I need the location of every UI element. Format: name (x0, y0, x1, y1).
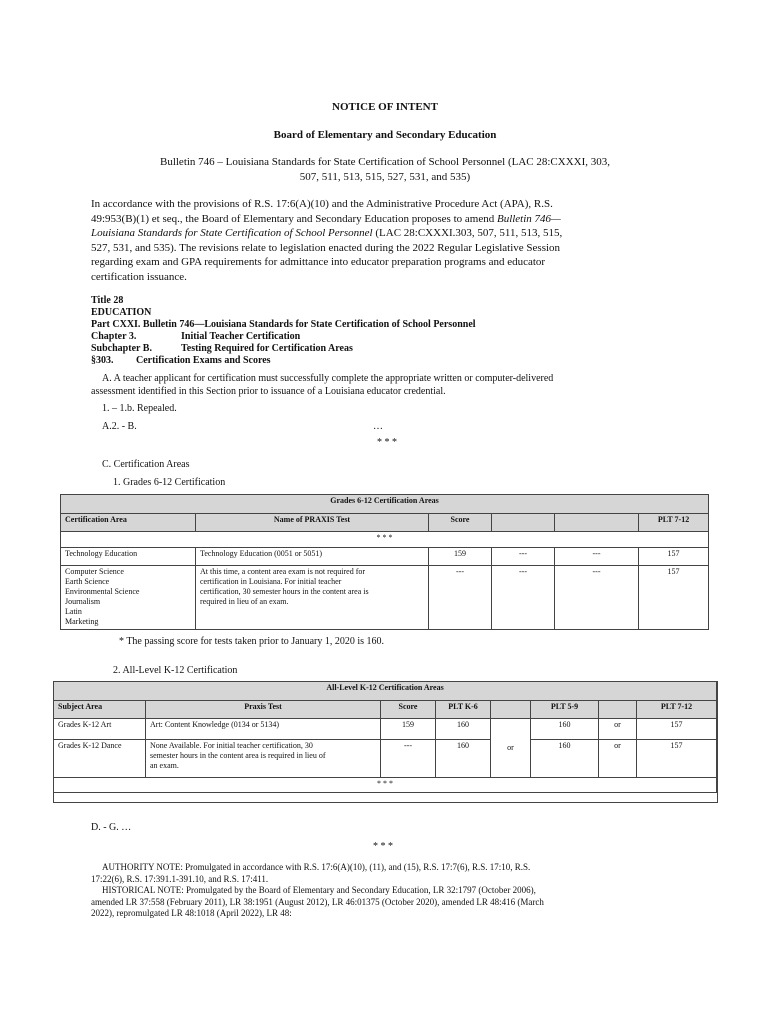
paragraph-a-line: A. A teacher applicant for certification must successfully complete the appropriate written or computer-delivered (102, 373, 554, 384)
chapter-label: Chapter 3. (91, 331, 137, 342)
historical-line: amended LR 37:558 (February 2011), LR 38:1951 (August 2012), LR 46:01375 (October 2020), amended LR 48:416 (March (91, 896, 544, 907)
test-line: At this time, a content area exam is not required for (200, 567, 366, 576)
paragraph-a (91, 373, 691, 398)
col-header-plt-k-6: PLT K-6 (436, 701, 491, 719)
area-line: Earth Science (65, 577, 110, 586)
cell-test (146, 719, 381, 740)
area-line: Marketing (65, 617, 99, 626)
heading-subchapter (91, 343, 691, 355)
heading-title: Title 28 (91, 295, 124, 306)
col-header-subject-area: Subject Area (54, 701, 146, 719)
cell-score: --- (381, 740, 436, 778)
cell-score: 159 (429, 548, 492, 566)
cell-area (61, 548, 196, 566)
bulletin-line-1: Bulletin 746 – Louisiana Standards for State Certification of School Personnel (LAC 28:CXXXI, 303, (159, 156, 611, 168)
chapter-text: Initial Teacher Certification (181, 331, 301, 342)
col-header-certification-area: Certification Area (61, 514, 196, 532)
cell-subject: Grades K-12 Art (54, 719, 146, 740)
cell-dash: --- (555, 548, 639, 566)
cell-score: --- (429, 566, 492, 630)
area-line: Computer Science (65, 567, 124, 576)
historical-line: HISTORICAL NOTE: Promulgated by the Board of Elementary and Secondary Education, LR 32:1797 (October 2006), (102, 885, 536, 895)
col-header-plt-5-9: PLT 5-9 (531, 701, 599, 719)
k12-table (53, 681, 717, 793)
test-line: an exam. (150, 761, 179, 770)
stars-separator: * * * (377, 437, 397, 448)
bulletin-title-italic: Bulletin 746— (496, 212, 561, 225)
historical-line: 2022), repromulgated LR 48:1018 (April 2022), LR 48: (91, 908, 292, 918)
notice-title: NOTICE OF INTENT (332, 101, 438, 113)
bulletin-line-2: 507, 511, 513, 515, 527, 531, and 535) (299, 171, 471, 183)
heading-section (91, 355, 691, 367)
col-header-blank (491, 701, 531, 719)
intro-text: 49:953(B)(1) et seq., the Board of Elementary and Secondary Education proposes to amend (91, 212, 497, 225)
intro-line: 527, 531, and 535). The revisions relate to legislation enacted during the 2022 Regular Legislative Session (91, 241, 561, 254)
repealed-text: 1. – 1.b. Repealed. (102, 403, 177, 414)
cell-dash: --- (555, 566, 639, 630)
board-name: Board of Elementary and Secondary Education (273, 129, 497, 141)
cell-test (146, 740, 381, 778)
cell-score: 159 (381, 719, 436, 740)
section-text: Certification Exams and Scores (136, 355, 271, 366)
intro-line: certification issuance. (91, 270, 187, 283)
intro-line: In accordance with the provisions of R.S. 17:6(A)(10) and the Administrative Procedure Act (APA), R.S. (91, 198, 553, 210)
col-header-blank (599, 701, 637, 719)
col-header-plt-7-12: PLT 7-12 (637, 701, 717, 719)
item-2-heading: 2. All-Level K-12 Certification (113, 665, 238, 676)
area-line: Technology Education (65, 549, 138, 558)
cell-plt-5-9: 160 (531, 740, 599, 778)
cell-or: or (599, 719, 637, 740)
section-label: §303. (91, 355, 114, 366)
authority-line: 17:22(6), R.S. 17:391.1-391.10, and R.S. 17:411. (91, 873, 269, 884)
test-line: None Available. For initial teacher certification, 30 (150, 741, 313, 750)
item-1-heading: 1. Grades 6-12 Certification (113, 477, 226, 488)
col-header-score: Score (429, 514, 492, 532)
cell-test (196, 548, 429, 566)
intro-text: (LAC 28:CXXXI.303, 507, 511, 513, 515, (372, 227, 563, 239)
area-line: Latin (65, 607, 82, 616)
cell-plt-5-9: 160 (531, 719, 599, 740)
col-header-plt-7-12: PLT 7-12 (639, 514, 709, 532)
paragraph-a-line: assessment identified in this Section prior to issuance of a Louisiana educator credential. (91, 385, 446, 397)
intro-line (91, 212, 686, 227)
cell-plt-7-12: 157 (637, 719, 717, 740)
table-row (61, 566, 709, 630)
test-line: Art: Content Knowledge (0134 or 5134) (150, 720, 280, 729)
table-2-title: All-Level K-12 Certification Areas (54, 682, 717, 701)
test-line: certification in Louisiana. For initial teacher (200, 577, 342, 586)
table-row (61, 548, 709, 566)
col-header-blank (555, 514, 639, 532)
heading-chapter (91, 331, 691, 343)
authority-line: AUTHORITY NOTE: Promulgated in accordance with R.S. 17:6(A)(10), (11), and (15), R.S. 17:7(6), R.S. 17:10, R.S. (102, 862, 531, 872)
table-2-stars: * * * (54, 778, 717, 793)
stars-separator: * * * (373, 841, 393, 852)
d-g-label: D. - G. … (91, 822, 132, 833)
ellipsis: … (373, 421, 383, 432)
test-line: certification, 30 semester hours in the content area is (200, 587, 369, 596)
section-c: C. Certification Areas (102, 459, 190, 470)
bulletin-title-italic: Louisiana Standards for State Certification of School Personnel (91, 227, 373, 239)
col-header-score: Score (381, 701, 436, 719)
table-row (54, 719, 717, 740)
cell-dash: --- (492, 566, 555, 630)
heading-education: EDUCATION (91, 307, 152, 318)
area-line: Journalism (65, 597, 101, 606)
cell-subject: Grades K-12 Dance (54, 740, 146, 778)
test-line: semester hours in the content area is required in lieu of (150, 751, 326, 760)
grades-6-12-table (60, 494, 709, 630)
col-header-praxis-test: Praxis Test (146, 701, 381, 719)
col-header-blank (492, 514, 555, 532)
test-line: required in lieu of an exam. (200, 597, 289, 606)
table-row (54, 740, 717, 778)
cell-plt: 157 (639, 566, 709, 630)
intro-line (91, 226, 686, 241)
subchapter-label: Subchapter B. (91, 343, 152, 354)
cell-or: or (491, 719, 531, 778)
table-1-stars: * * * (61, 532, 709, 548)
cell-test (196, 566, 429, 630)
col-header-praxis-test: Name of PRAXIS Test (196, 514, 429, 532)
table-1-title: Grades 6-12 Certification Areas (61, 495, 709, 514)
section-heading (91, 295, 691, 367)
authority-notes (91, 862, 691, 920)
cell-plt-k6: 160 (436, 740, 491, 778)
cell-plt-k6: 160 (436, 719, 491, 740)
test-line: Technology Education (0051 or 5051) (200, 549, 323, 558)
passing-score-note: * The passing score for tests taken prior to January 1, 2020 is 160. (119, 636, 385, 647)
subchapter-text: Testing Required for Certification Areas (181, 343, 353, 354)
cell-plt-7-12: 157 (637, 740, 717, 778)
a2b-label: A.2. - B. (102, 421, 137, 432)
cell-plt: 157 (639, 548, 709, 566)
cell-or: or (599, 740, 637, 778)
intro-paragraph (91, 197, 686, 284)
intro-line: regarding exam and GPA requirements for admittance into educator preparation programs and educator (91, 256, 546, 268)
heading-part: Part CXXI. Bulletin 746—Louisiana Standards for State Certification of School Personnel (91, 319, 476, 330)
area-line: Environmental Science (65, 587, 140, 596)
cell-dash: --- (492, 548, 555, 566)
cell-area (61, 566, 196, 630)
